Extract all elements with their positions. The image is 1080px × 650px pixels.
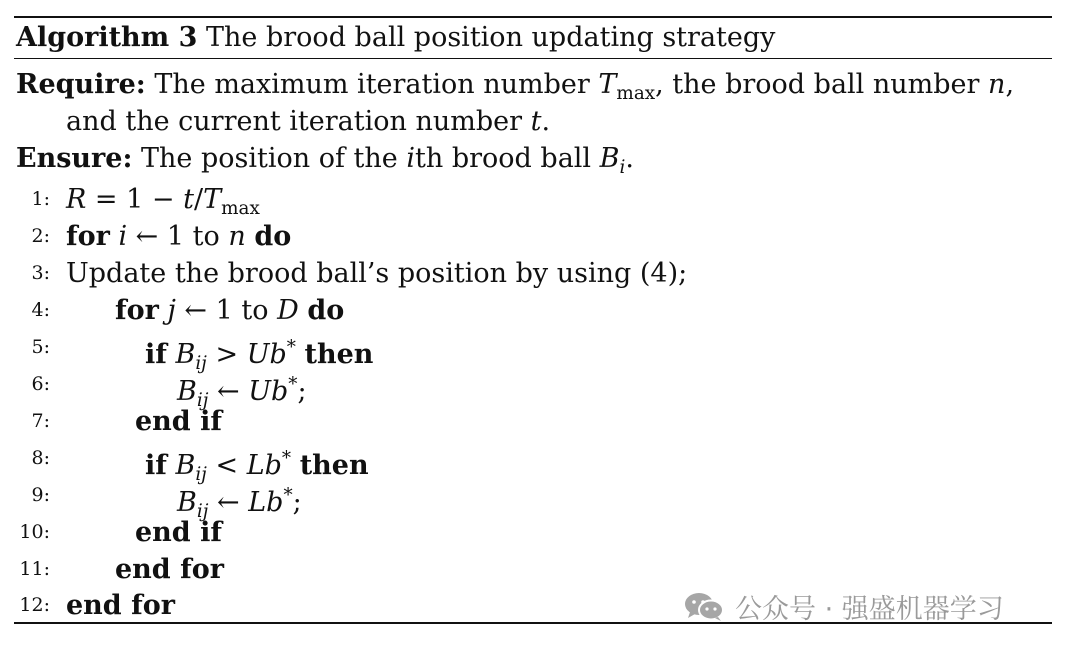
end-if-keyword: end if xyxy=(135,406,222,437)
lb-var: Lb xyxy=(248,487,284,519)
line-number: 4: xyxy=(31,299,50,321)
b-var: B xyxy=(599,143,620,174)
if-keyword: if xyxy=(145,450,167,482)
t-var: t xyxy=(530,106,542,137)
line-number: 10: xyxy=(19,521,50,543)
b-sub: i xyxy=(619,156,626,178)
b-var: B xyxy=(177,376,197,408)
n-var: n xyxy=(988,69,1006,100)
watermark xyxy=(683,586,1004,626)
then-keyword: then xyxy=(299,450,369,482)
equals-text: = 1 − xyxy=(86,184,184,215)
line-number: 5: xyxy=(31,336,50,358)
b-sub: ij xyxy=(196,389,209,411)
then-keyword: then xyxy=(304,339,374,371)
for-keyword: for xyxy=(66,221,110,252)
line-number: 6: xyxy=(31,373,50,395)
ensure-keyword: Ensure: xyxy=(16,143,133,174)
t-max-var: T xyxy=(203,184,222,215)
wechat-icon xyxy=(683,591,725,621)
ensure-text-a: The position of the xyxy=(141,143,398,174)
semicolon: ; xyxy=(297,376,307,408)
j-var: j xyxy=(167,295,176,326)
b-sub: ij xyxy=(195,463,207,485)
lb-var: Lb xyxy=(246,450,282,482)
d-var: D xyxy=(277,295,299,326)
b-var: B xyxy=(177,487,197,519)
ensure-text-c: . xyxy=(625,143,634,174)
watermark-text: 公众号 · 强盛机器学习 xyxy=(735,593,1004,625)
ensure-text-b: th brood ball xyxy=(415,143,592,174)
semicolon: ; xyxy=(292,487,302,519)
line-number: 9: xyxy=(31,484,50,506)
line-number: 11: xyxy=(19,558,50,580)
line-number: 7: xyxy=(31,410,50,432)
for-keyword: for xyxy=(115,295,159,326)
algorithm-block xyxy=(14,14,1052,626)
comparison-op: > xyxy=(206,339,247,371)
slash: / xyxy=(193,184,204,215)
t-max-sub: max xyxy=(616,82,656,104)
star-sup: * xyxy=(283,485,293,506)
b-var: B xyxy=(175,339,196,371)
t-var: t xyxy=(183,184,194,215)
ub-var: Ub xyxy=(246,339,287,371)
star-sup: * xyxy=(286,337,296,358)
r-var: R xyxy=(66,184,87,215)
line-number: 2: xyxy=(31,225,50,247)
assign-arrow: ← xyxy=(208,376,249,408)
require-text-b: , the brood ball number xyxy=(655,69,980,100)
line-number: 1: xyxy=(31,188,50,210)
end-for-keyword: end for xyxy=(66,590,175,621)
do-keyword: do xyxy=(307,295,345,326)
line-number: 12: xyxy=(19,594,50,616)
require-line-2 xyxy=(66,104,550,140)
star-sup: * xyxy=(281,448,292,469)
line-number: 8: xyxy=(31,447,50,469)
b-sub: ij xyxy=(195,352,207,374)
ub-var: Ub xyxy=(248,376,289,408)
require-text-d: and the current iteration number xyxy=(66,106,523,137)
code-text: Update the brood ball’s position by using (4); xyxy=(66,258,688,289)
star-sup: * xyxy=(288,374,298,395)
ensure-line xyxy=(16,141,634,186)
require-text-c: , xyxy=(1005,69,1015,100)
require-text-e: . xyxy=(541,106,551,137)
caption-rule xyxy=(14,58,1052,59)
t-max-sub: max xyxy=(221,197,260,219)
top-rule xyxy=(14,16,1052,18)
b-var: B xyxy=(175,450,196,482)
code-text xyxy=(66,218,291,255)
end-for-keyword: end for xyxy=(115,554,224,585)
comparison-op: < xyxy=(206,450,247,482)
i-var: i xyxy=(406,143,416,174)
algorithm-title: The brood ball position updating strategy xyxy=(206,22,776,53)
algorithm-label: Algorithm 3 xyxy=(16,22,198,53)
assign-range: ← 1 to xyxy=(175,295,278,326)
require-text-a: The maximum iteration number xyxy=(154,69,590,100)
algorithm-caption xyxy=(16,20,775,56)
assign-range: ← 1 to xyxy=(127,221,229,252)
if-keyword: if xyxy=(145,339,167,371)
b-sub: ij xyxy=(196,500,209,522)
line-number: 3: xyxy=(31,262,50,284)
t-max-var: T xyxy=(598,69,617,100)
i-var: i xyxy=(118,221,128,252)
end-if-keyword: end if xyxy=(135,517,222,548)
do-keyword: do xyxy=(254,221,292,252)
assign-arrow: ← xyxy=(208,487,249,519)
code-text xyxy=(115,292,344,329)
require-keyword: Require: xyxy=(16,69,146,100)
n-var: n xyxy=(228,221,246,252)
